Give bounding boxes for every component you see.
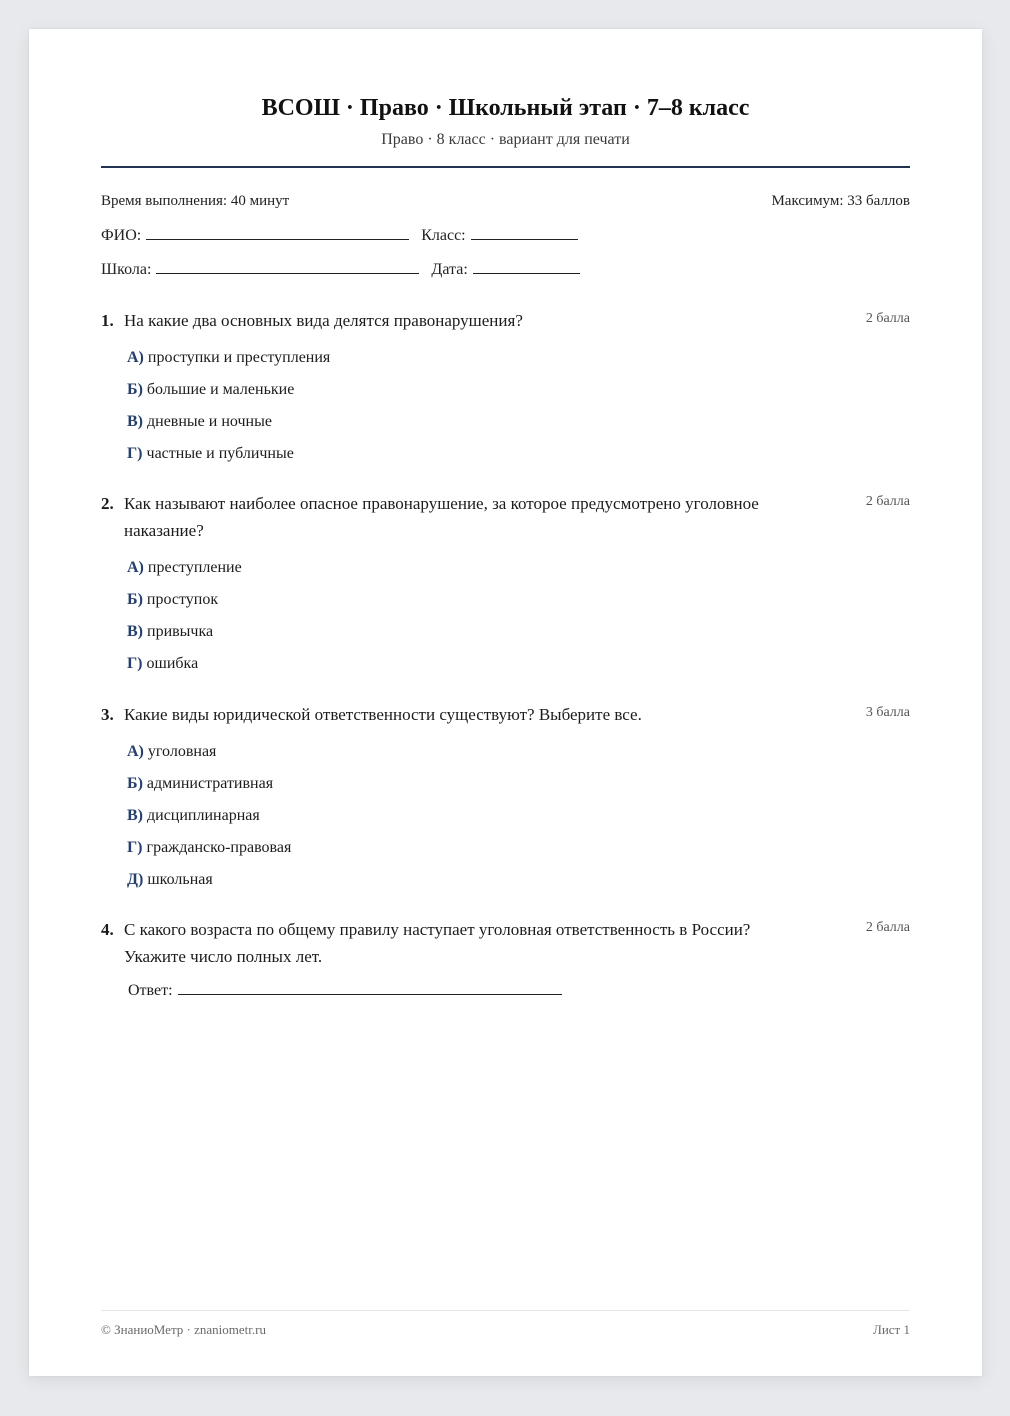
- option-text: ошибка: [146, 655, 199, 672]
- question-1: [101, 307, 910, 470]
- question-number: 2.: [101, 494, 114, 513]
- question-2: [101, 490, 910, 680]
- option-text: уголовная: [147, 743, 217, 760]
- option-v[interactable]: [127, 800, 910, 832]
- question-points: 2 балла: [865, 920, 910, 935]
- date-label: Дата:: [431, 261, 468, 278]
- question-text: Как называют наиболее опасное правонарушение, за которое предусмотрено уголовное наказание?: [124, 494, 759, 540]
- class-label: Класс:: [421, 227, 466, 244]
- page-title: ВСОШ · Право · Школьный этап · 7–8 класс: [261, 95, 750, 121]
- option-letter: В): [127, 623, 143, 640]
- time-limit: Время выполнения: 40 минут: [101, 193, 290, 209]
- option-g[interactable]: [127, 648, 910, 680]
- question-text: С какого возраста по общему правилу наступает уголовная ответственность в России? Укажите число полных лет.: [124, 920, 751, 966]
- option-letter: Б): [127, 775, 143, 792]
- answer-options: [101, 736, 910, 896]
- class-field[interactable]: [471, 225, 578, 240]
- question-text: Какие виды юридической ответственности существуют? Выберите все.: [124, 705, 642, 724]
- max-score: Максимум: 33 баллов: [771, 193, 910, 209]
- option-letter: Г): [127, 839, 143, 856]
- answer-options: [101, 552, 910, 680]
- question-text: На какие два основных вида делятся правонарушения?: [124, 311, 523, 330]
- option-text: административная: [146, 775, 274, 792]
- option-text: гражданско-правовая: [146, 839, 292, 856]
- question-3: [101, 701, 910, 896]
- question-number: 4.: [101, 920, 114, 939]
- fio-class-row: [101, 225, 590, 245]
- option-d[interactable]: [127, 864, 910, 896]
- option-letter: А): [127, 349, 144, 366]
- option-text: школьная: [147, 871, 213, 888]
- answer-label: Ответ:: [128, 982, 173, 999]
- question-number: 1.: [101, 311, 114, 330]
- page-subtitle: Право · 8 класс · вариант для печати: [381, 131, 630, 148]
- option-text: дневные и ночные: [147, 413, 272, 430]
- option-b[interactable]: [127, 584, 910, 616]
- answer-field[interactable]: [178, 980, 562, 995]
- option-a[interactable]: [127, 342, 910, 374]
- option-text: большие и маленькие: [146, 381, 295, 398]
- date-field[interactable]: [473, 259, 580, 274]
- option-text: проступок: [146, 591, 219, 608]
- option-letter: А): [127, 559, 144, 576]
- school-date-row: [101, 259, 592, 279]
- option-letter: Б): [127, 591, 143, 608]
- option-b[interactable]: [127, 374, 910, 406]
- fio-label: ФИО:: [101, 227, 142, 244]
- question-points: 2 балла: [865, 311, 910, 326]
- option-b[interactable]: [127, 768, 910, 800]
- question-number: 3.: [101, 705, 114, 724]
- footer-divider: [101, 1310, 910, 1311]
- option-letter: Б): [127, 381, 143, 398]
- option-g[interactable]: [127, 438, 910, 470]
- option-text: проступки и преступления: [147, 349, 331, 366]
- option-v[interactable]: [127, 616, 910, 648]
- option-text: дисциплинарная: [147, 807, 260, 824]
- option-letter: Д): [127, 871, 144, 888]
- option-letter: Г): [127, 655, 143, 672]
- footer-copyright: © ЗнаниоМетр · znaniometr.ru: [101, 1322, 266, 1337]
- question-points: 3 балла: [865, 705, 910, 720]
- school-label: Школа:: [101, 261, 152, 278]
- worksheet-page: [29, 29, 982, 1376]
- option-letter: В): [127, 807, 143, 824]
- header-divider: [101, 166, 910, 168]
- answer-options: [101, 342, 910, 470]
- option-a[interactable]: [127, 552, 910, 584]
- option-text: привычка: [147, 623, 214, 640]
- option-text: преступление: [147, 559, 242, 576]
- option-v[interactable]: [127, 406, 910, 438]
- option-letter: А): [127, 743, 144, 760]
- option-letter: В): [127, 413, 143, 430]
- question-points: 2 балла: [865, 494, 910, 509]
- question-4: [101, 916, 910, 1000]
- option-text: частные и публичные: [146, 445, 294, 462]
- option-letter: Г): [127, 445, 143, 462]
- answer-row: [101, 980, 910, 1000]
- page-number: Лист 1: [873, 1322, 910, 1337]
- school-field[interactable]: [156, 259, 419, 274]
- option-a[interactable]: [127, 736, 910, 768]
- option-g[interactable]: [127, 832, 910, 864]
- fio-field[interactable]: [146, 225, 409, 240]
